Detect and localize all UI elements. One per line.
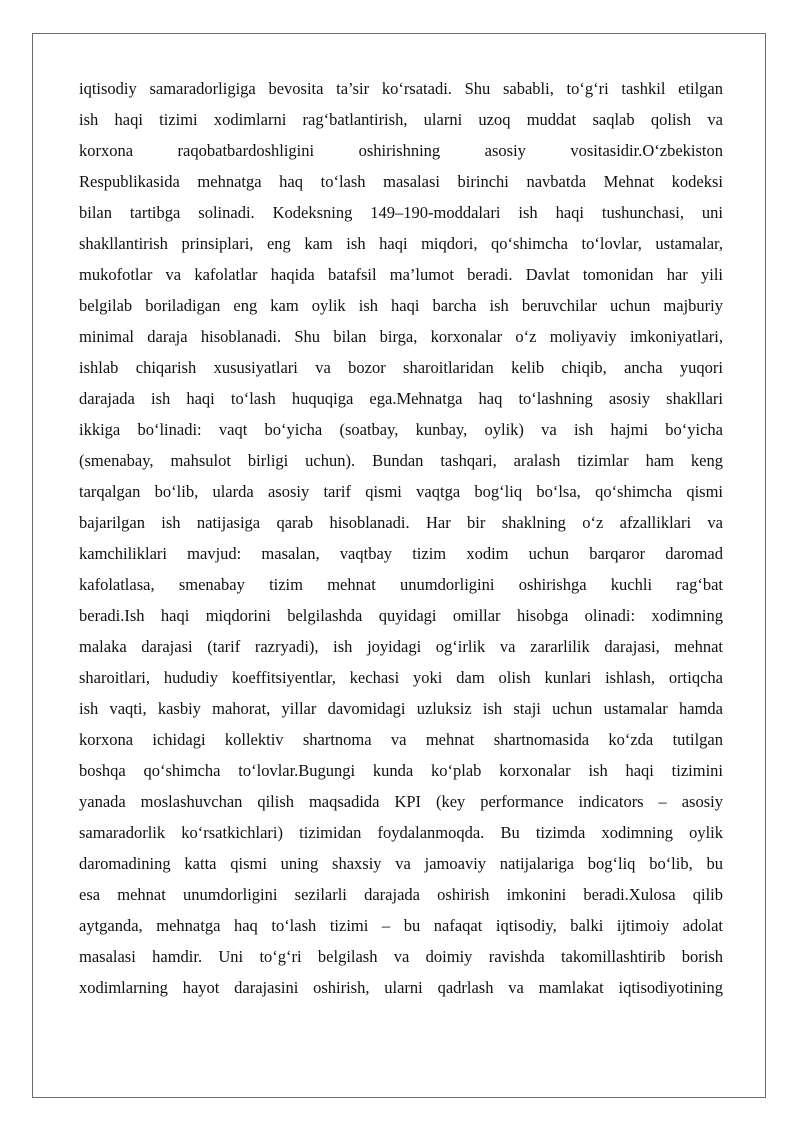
- text-line: iqtisodiy samaradorligiga bevosita ta’sir ko‘rsatadi. Shu sababli, to‘g‘ri tashkil etilgan: [79, 79, 723, 98]
- text-line: aytganda, mehnatga haq to‘lash tizimi – bu nafaqat iqtisodiy, balki ijtimoiy adolat: [79, 916, 723, 935]
- text-line: Respublikasida mehnatga haq to‘lash masalasi birinchi navbatda Mehnat kodeksi: [79, 172, 723, 191]
- text-line: ish vaqti, kasbiy mahorat, yillar davomidagi uzluksiz ish staji uchun ustamalar hamda: [79, 699, 723, 718]
- text-line: (smenabay, mahsulot birligi uchun). Bundan tashqari, aralash tizimlar ham keng: [79, 451, 723, 470]
- text-line: ikkiga bo‘linadi: vaqt bo‘yicha (soatbay, kunbay, oylik) va ish hajmi bo‘yicha: [79, 420, 723, 439]
- text-line: korxona raqobatbardoshligini oshirishning asosiy vositasidir.O‘zbekiston: [79, 141, 723, 160]
- text-line: beradi.Ish haqi miqdorini belgilashda quyidagi omillar hisobga olinadi: xodimning: [79, 606, 723, 625]
- text-line: kafolatlasa, smenabay tizim mehnat unumdorligini oshirishga kuchli rag‘bat: [79, 575, 723, 594]
- text-line: darajada ish haqi to‘lash huquqiga ega.Mehnatga haq to‘lashning asosiy shakllari: [79, 389, 723, 408]
- text-line: bilan tartibga solinadi. Kodeksning 149–190-moddalari ish haqi tushunchasi, uni: [79, 203, 723, 222]
- text-line: boshqa qo‘shimcha to‘lovlar.Bugungi kunda ko‘plab korxonalar ish haqi tizimini: [79, 761, 723, 780]
- text-line: shakllantirish prinsiplari, eng kam ish haqi miqdori, qo‘shimcha to‘lovlar, ustamalar,: [79, 234, 723, 253]
- text-line: kamchiliklari mavjud: masalan, vaqtbay tizim xodim uchun barqaror daromad: [79, 544, 723, 563]
- text-line: esa mehnat unumdorligini sezilarli darajada oshirish imkonini beradi.Xulosa qilib: [79, 885, 723, 904]
- text-line: sharoitlari, hududiy koeffitsiyentlar, kechasi yoki dam olish kunlari ishlash, ortiqcha: [79, 668, 723, 687]
- text-line: samaradorlik ko‘rsatkichlari) tizimidan foydalanmoqda. Bu tizimda xodimning oylik: [79, 823, 723, 842]
- text-line: minimal daraja hisoblanadi. Shu bilan birga, korxonalar o‘z moliyaviy imkoniyatlari,: [79, 327, 723, 346]
- text-line: tarqalgan bo‘lib, ularda asosiy tarif qismi vaqtga bog‘liq bo‘lsa, qo‘shimcha qismi: [79, 482, 723, 501]
- text-line: malaka darajasi (tarif razryadi), ish joyidagi og‘irlik va zararlilik darajasi, mehnat: [79, 637, 723, 656]
- text-line: yanada moslashuvchan qilish maqsadida KPI (key performance indicators – asosiy: [79, 792, 723, 811]
- text-line: daromadining katta qismi uning shaxsiy va jamoaviy natijalariga bog‘liq bo‘lib, bu: [79, 854, 723, 873]
- text-line: masalasi hamdir. Uni to‘g‘ri belgilash va doimiy ravishda takomillashtirib borish: [79, 947, 723, 966]
- text-line: bajarilgan ish natijasiga qarab hisoblanadi. Har bir shaklning o‘z afzalliklari va: [79, 513, 723, 532]
- text-line: ish haqi tizimi xodimlarni rag‘batlantirish, ularni uzoq muddat saqlab qolish va: [79, 110, 723, 129]
- text-line: xodimlarning hayot darajasini oshirish, ularni qadrlash va mamlakat iqtisodiyotining: [79, 978, 723, 997]
- text-line: belgilab boriladigan eng kam oylik ish haqi barcha ish beruvchilar uchun majburiy: [79, 296, 723, 315]
- text-line: mukofotlar va kafolatlar haqida batafsil ma’lumot beradi. Davlat tomonidan har yili: [79, 265, 723, 284]
- text-line: korxona ichidagi kollektiv shartnoma va mehnat shartnomasida ko‘zda tutilgan: [79, 730, 723, 749]
- document-body: [79, 73, 723, 1003]
- text-line: ishlab chiqarish xususiyatlari va bozor sharoitlaridan kelib chiqib, ancha yuqori: [79, 358, 723, 377]
